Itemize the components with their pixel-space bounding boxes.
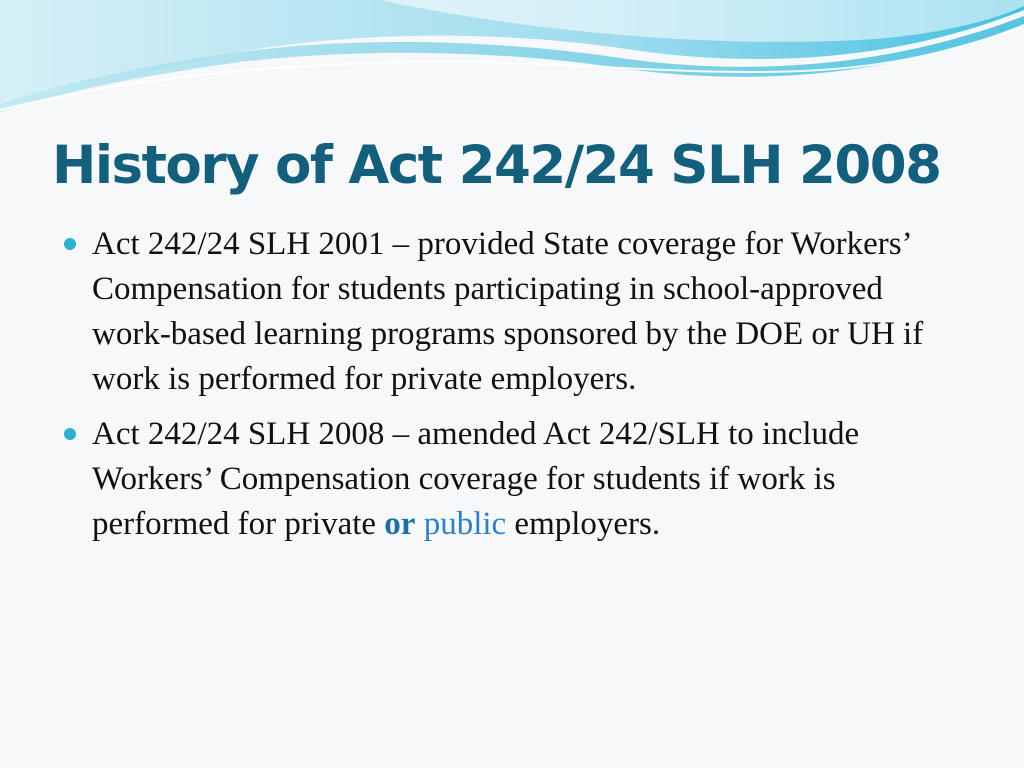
bullet-list bbox=[62, 222, 962, 557]
bullet-text-after: employers. bbox=[514, 506, 661, 542]
bullet-dot-icon bbox=[64, 428, 76, 440]
bullet-dot-icon bbox=[64, 238, 76, 250]
bullet-text-before: Act 242/24 SLH 2008 – amended Act 242/SLH to include Workers’ Compensation coverage for students if work is performed for private bbox=[92, 416, 860, 542]
bullet-text: Act 242/24 SLH 2001 – provided State coverage for Workers’ Compensation for students participating in school-approved work-based learning programs sponsored by the DOE or UH if work is performed for private employers. bbox=[92, 226, 924, 397]
bullet-item-2001 bbox=[62, 222, 962, 402]
bullet-item-2008 bbox=[62, 412, 962, 547]
emphasis-public: public bbox=[423, 506, 507, 542]
slide-title: History of Act 242/24 SLH 2008 bbox=[52, 135, 941, 196]
decorative-wave-header bbox=[0, 0, 1024, 130]
emphasis-or: or bbox=[384, 506, 416, 542]
